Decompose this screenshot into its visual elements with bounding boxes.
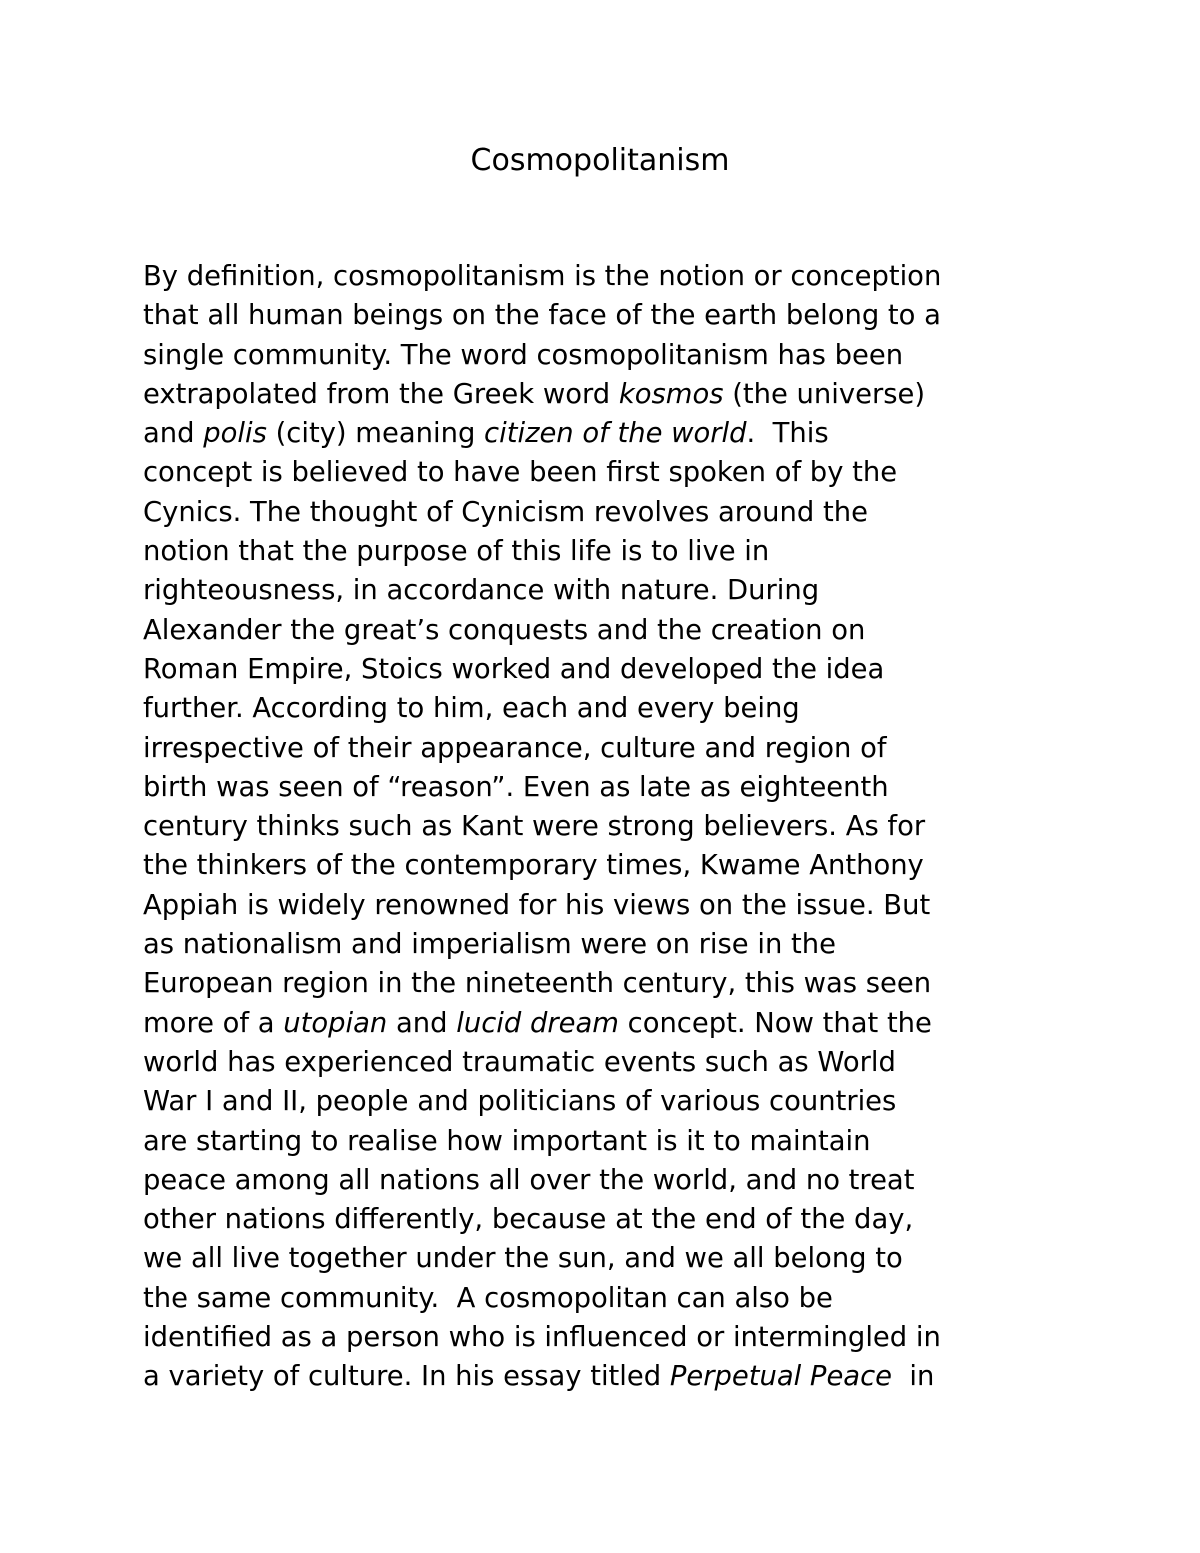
text-run: we all live together under the sun, and we all belong to: [143, 1243, 903, 1275]
text-run: righteousness, in accordance with nature. During: [143, 575, 820, 607]
text-run: in: [892, 1361, 935, 1393]
text-run: notion that the purpose of this life is to live in: [143, 536, 770, 568]
text-run: identified as a person who is influenced or intermingled in: [143, 1322, 941, 1354]
text-line: [143, 611, 1073, 650]
italic-text-run: kosmos: [618, 378, 724, 410]
text-line: [143, 532, 1073, 571]
text-line: [143, 689, 1073, 728]
italic-text-run: lucid dream: [456, 1007, 619, 1039]
text-line: [143, 1043, 1073, 1082]
text-line: [143, 296, 1073, 335]
text-run: Roman Empire, Stoics worked and developed the idea: [143, 653, 885, 685]
body-paragraph: [143, 257, 1073, 1397]
italic-text-run: Perpetual Peace: [669, 1361, 892, 1393]
italic-text-run: citizen of the world: [484, 418, 747, 450]
text-line: [143, 964, 1073, 1003]
text-run: Cynics. The thought of Cynicism revolves around the: [143, 496, 868, 528]
text-line: [143, 375, 1073, 414]
text-line: [143, 414, 1073, 453]
text-line: [143, 1161, 1073, 1200]
text-run: as nationalism and imperialism were on rise in the: [143, 929, 836, 961]
text-line: [143, 886, 1073, 925]
italic-text-run: polis: [203, 418, 267, 450]
document-title: Cosmopolitanism: [470, 143, 730, 178]
text-run: By definition, cosmopolitanism is the notion or conception: [143, 261, 942, 292]
text-run: peace among all nations all over the world, and no treat: [143, 1164, 915, 1196]
text-run: European region in the nineteenth century, this was seen: [143, 968, 932, 1000]
text-run: world has experienced traumatic events such as World: [143, 1046, 896, 1078]
text-run: the thinkers of the contemporary times, Kwame Anthony: [143, 850, 924, 882]
text-run: concept is believed to have been first spoken of by the: [143, 457, 898, 489]
text-line: [143, 650, 1073, 689]
text-run: . This: [746, 418, 829, 450]
text-line: [143, 1004, 1073, 1043]
text-run: single community. The word cosmopolitanism has been: [143, 339, 904, 371]
text-run: birth was seen of “reason”. Even as late as eighteenth: [143, 771, 889, 803]
text-run: (city) meaning: [266, 418, 485, 450]
italic-text-run: utopian: [283, 1007, 388, 1039]
text-line: [143, 1357, 1073, 1396]
text-run: are starting to realise how important is it to maintain: [143, 1125, 871, 1157]
text-line: [143, 336, 1073, 375]
text-line: [143, 807, 1073, 846]
text-run: (the universe): [723, 378, 926, 410]
text-run: War I and II, people and politicians of various countries: [143, 1086, 897, 1118]
text-run: extrapolated from the Greek word: [143, 378, 619, 410]
text-run: the same community. A cosmopolitan can also be: [143, 1282, 833, 1314]
text-run: that all human beings on the face of the earth belong to a: [143, 300, 941, 332]
text-line: [143, 1122, 1073, 1161]
text-line: [143, 1318, 1073, 1357]
text-run: more of a: [143, 1007, 284, 1039]
text-line: [143, 1279, 1073, 1318]
text-run: irrespective of their appearance, culture and region of: [143, 732, 887, 764]
text-run: concept. Now that the: [618, 1007, 932, 1039]
text-run: and: [143, 418, 204, 450]
text-line: [143, 768, 1073, 807]
text-line: [143, 453, 1073, 492]
text-line: [143, 846, 1073, 885]
text-line: [143, 493, 1073, 532]
text-run: further. According to him, each and every being: [143, 693, 800, 725]
text-line: [143, 1082, 1073, 1121]
text-run: Alexander the great’s conquests and the creation on: [143, 614, 866, 646]
text-line: [143, 1200, 1073, 1239]
text-line: [143, 925, 1073, 964]
text-run: century thinks such as Kant were strong believers. As for: [143, 811, 926, 843]
text-run: other nations differently, because at the end of the day,: [143, 1204, 914, 1236]
text-line: [143, 257, 1073, 296]
text-run: Appiah is widely renowned for his views on the issue. But: [143, 889, 931, 921]
text-line: [143, 1239, 1073, 1278]
text-line: [143, 571, 1073, 610]
text-run: and: [387, 1007, 457, 1039]
text-run: a variety of culture. In his essay titled: [143, 1361, 670, 1393]
text-line: [143, 729, 1073, 768]
